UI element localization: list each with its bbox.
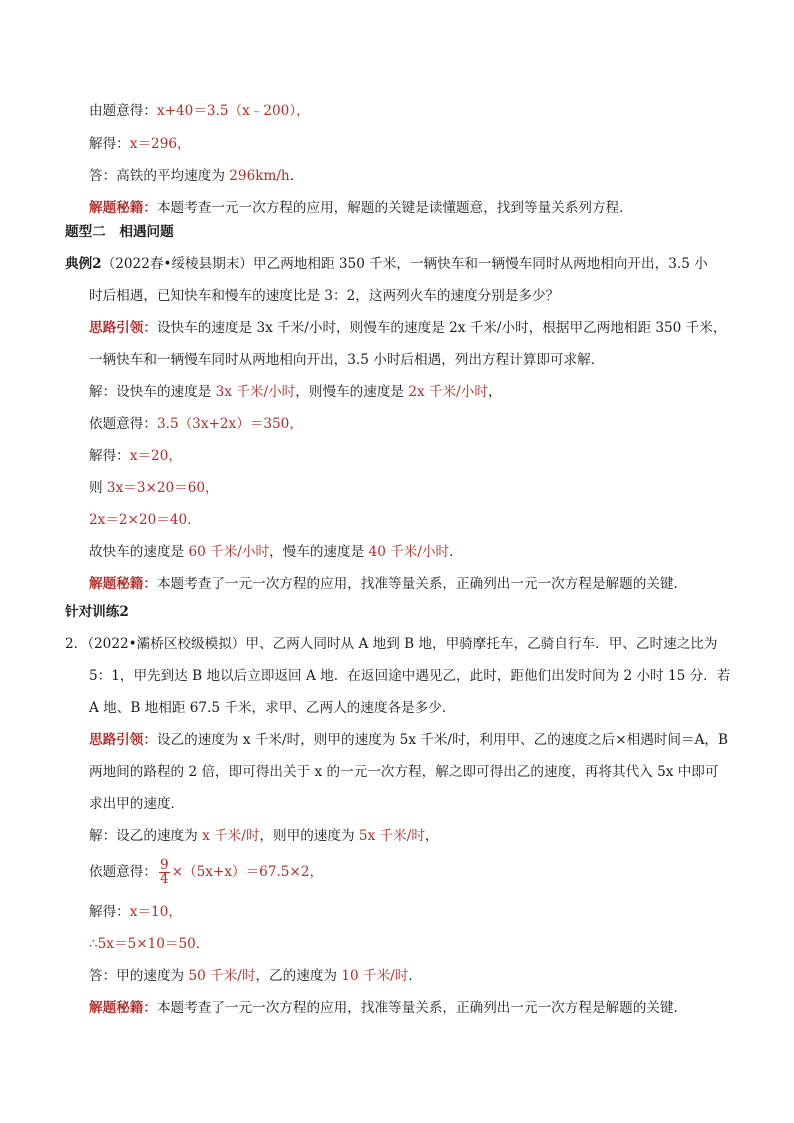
hint-text: 求出甲的速度．	[89, 796, 185, 812]
hint-text: 设快车的速度是 3x 千米/小时，则慢车的速度是 2x 千米/小时，根据甲乙两地相距 350 千米，	[156, 320, 727, 336]
text: 解：设乙的速度为	[89, 828, 203, 844]
text: ．	[449, 544, 463, 560]
text: 答：甲的速度为	[89, 968, 189, 984]
solution-line	[89, 478, 219, 498]
text: ，慢车的速度是	[269, 544, 369, 560]
hint-text: 两地间的路程的 2 倍，即可得出关于 x 的一元一次方程，解之即可得出乙的速度，再将其代入 5x 中即可	[89, 764, 719, 780]
text: ，	[424, 828, 439, 844]
question-text: 时后相遇，已知快车和慢车的速度比是 3：2，这两列火车的速度分别是多少？	[89, 288, 560, 304]
hint-label: 思路引领：	[89, 732, 157, 748]
value: 60 千米/小时	[188, 544, 270, 560]
question-text: 2．（2022•灞桥区校级模拟）甲、乙两人同时从 A 地到 B 地，甲骑摩托车，乙骑自行车．甲、乙时速之比为	[65, 636, 718, 652]
summary-label: 解题秘籍：	[89, 200, 157, 216]
text: ．	[408, 968, 422, 984]
value: 50 千米/时	[188, 968, 256, 984]
hint-text: 设乙的速度为 x 千米/时，则甲的速度为 5x 千米/时，利用甲、乙的速度之后×相遇时间＝A，B	[156, 732, 728, 748]
equation: ×（5x+x）＝67.5×2，	[171, 864, 324, 880]
answer-line	[89, 966, 422, 986]
text: 答：高铁的平均速度为	[89, 168, 230, 184]
hint-text: 一辆快车和一辆慢车同时从两地相向开出，3.5 小时后相遇，列出方程计算即可求解．	[89, 352, 605, 368]
answer-line	[89, 166, 294, 186]
equation: x＝296，	[129, 136, 191, 152]
question-text: 5：1，甲先到达 B 地以后立即返回 A 地．在返回途中遇见乙，此时，距他们出发时间为 2 小时 15 分．若	[89, 668, 731, 684]
solve-line	[89, 134, 191, 154]
summary-line	[89, 998, 687, 1018]
summary-label: 解题秘籍：	[89, 576, 157, 592]
text: 解得：	[89, 448, 130, 464]
value: x 千米/时	[202, 828, 260, 844]
text: .	[289, 168, 295, 184]
training-heading: 针对训练2	[65, 604, 129, 620]
text: 解得：	[89, 136, 130, 152]
solution-line	[89, 858, 323, 886]
solution-line	[89, 382, 502, 402]
text: 依题意得：	[89, 864, 157, 880]
equation-line	[89, 101, 310, 121]
value: 10 千米/时	[341, 968, 409, 984]
text: ，	[487, 384, 502, 400]
fraction	[159, 859, 170, 886]
answer-line	[89, 542, 463, 562]
value: 2x 千米/小时	[408, 384, 488, 400]
equation: ∴5x＝5×10＝50．	[89, 936, 210, 952]
text: ，则慢车的速度是	[295, 384, 409, 400]
example-label: 典例2	[65, 256, 102, 272]
fraction-numerator: 9	[159, 857, 169, 873]
solution-line	[89, 826, 439, 846]
fraction-denominator: 4	[159, 871, 169, 887]
summary-label: 解题秘籍：	[89, 1000, 157, 1016]
solution-line	[89, 902, 182, 922]
question-text: A 地、B 地相距 67.5 千米，求甲、乙两人的速度各是多少．	[89, 700, 456, 716]
solution-line	[89, 446, 182, 466]
equation: 3x＝3×20＝60，	[106, 480, 219, 496]
hint-label: 思路引领：	[89, 320, 157, 336]
text: 由题意得：	[89, 103, 157, 119]
text: 则	[89, 480, 107, 496]
equation: x+40＝3.5（x﹣200），	[156, 103, 310, 119]
value: 3x 千米/小时	[215, 384, 296, 400]
summary-text: 本题考查了一元一次方程的应用，找准等量关系，正确列出一元一次方程是解题的关键．	[156, 576, 688, 592]
answer-value: 296km/h	[229, 168, 290, 184]
equation: 3.5（3x+2x）＝350，	[156, 416, 303, 432]
text: ，则甲的速度为	[259, 828, 359, 844]
value: 40 千米/小时	[368, 544, 450, 560]
value: 5x 千米/时	[358, 828, 425, 844]
text: 解得：	[89, 904, 130, 920]
solution-line	[89, 414, 303, 434]
summary-line	[89, 198, 633, 218]
summary-line	[89, 574, 687, 594]
question-text: （2022春•绥棱县期末）甲乙两地相距 350 千米，一辆快车和一辆慢车同时从两地相向开出，3.5 小	[101, 256, 708, 272]
equation: x＝20，	[129, 448, 182, 464]
section-heading: 题型二 相遇问题	[65, 224, 174, 240]
summary-text: 本题考查一元一次方程的应用，解题的关键是读懂题意，找到等量关系列方程．	[156, 200, 633, 216]
equation: x＝10，	[129, 904, 182, 920]
summary-text: 本题考查了一元一次方程的应用，找准等量关系，正确列出一元一次方程是解题的关键．	[156, 1000, 688, 1016]
text: 依题意得：	[89, 416, 157, 432]
hint-line	[89, 318, 726, 338]
hint-line	[89, 730, 728, 750]
example-question-line	[65, 254, 708, 274]
text: 故快车的速度是	[89, 544, 189, 560]
text: ，乙的速度为	[255, 968, 342, 984]
equation: 2x＝2×20＝40．	[89, 512, 201, 528]
text: 解：设快车的速度是	[89, 384, 216, 400]
